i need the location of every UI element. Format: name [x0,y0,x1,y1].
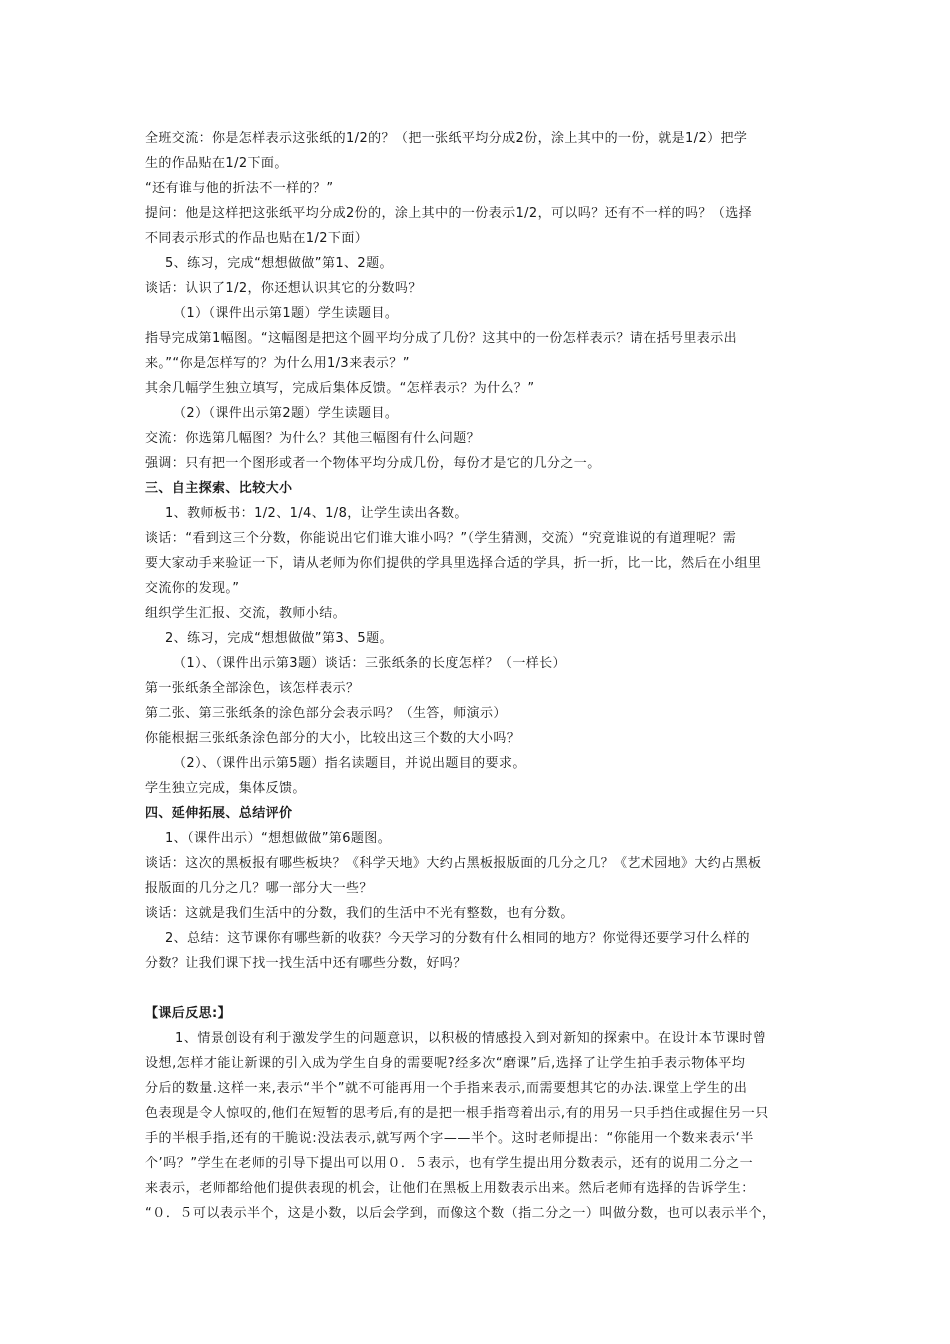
text-line: 生的作品贴在1/2下面。 [145,156,288,171]
text-line: 要大家动手来验证一下，请从老师为你们提供的学具里选择合适的学具，折一折，比一比，然后在小组里 [145,556,762,571]
text-line: 谈话：认识了1/2，你还想认识其它的分数吗？ [145,281,422,296]
text-line: 1、教师板书：1/2、1/4、1/8，让学生读出各数。 [165,506,468,521]
text-line: （2）（课件出示第2题）学生读题目。 [173,406,399,421]
reflection-title: 【课后反思:】 [145,1006,231,1021]
text-line: 分后的数量.这样一来,表示“半个”就不可能再用一个手指来表示,而需要想其它的办法.课堂上学生的出 [145,1081,748,1096]
lesson-body [145,126,810,976]
text-line: 手的半根手指,还有的干脆说:没法表示,就写两个字——半个。这时老师提出：“你能用一个数来表示‘半 [145,1131,754,1146]
text-line: （2）、（课件出示第5题）指名读题目，并说出题目的要求。 [173,756,526,771]
section-heading: 四、延伸拓展、总结评价 [145,806,293,821]
text-line: 谈话：“看到这三个分数，你能说出它们谁大谁小吗？”（学生猜测，交流）“究竟谁说的有道理呢？需 [145,531,737,546]
text-line: 设想,怎样才能让新课的引入成为学生自身的需要呢?经多次“磨课”后,选择了让学生拍手表示物体平均 [145,1056,746,1071]
text-line: 来表示，老师都给他们提供表现的机会，让他们在黑板上用数表示出来。然后老师有选择的告诉学生： [145,1181,755,1196]
text-line: 2、练习，完成“想想做做”第3、5题。 [165,631,393,646]
text-line: 谈话：这就是我们生活中的分数，我们的生活中不光有整数，也有分数。 [145,906,574,921]
text-line: 你能根据三张纸条涂色部分的大小，比较出这三个数的大小吗？ [145,731,521,746]
text-line: 5、练习，完成“想想做做”第1、2题。 [165,256,393,271]
text-line: 组织学生汇报、交流，教师小结。 [145,606,347,621]
text-line: （1）、（课件出示第3题）谈话：三张纸条的长度怎样？（一样长） [173,656,566,671]
text-line: “还有谁与他的折法不一样的？” [145,181,334,196]
text-line: 2、总结：这节课你有哪些新的收获？今天学习的分数有什么相同的地方？你觉得还要学习什么样的 [165,931,750,946]
section-gap [145,976,810,1001]
text-line: 1、情景创设有利于激发学生的问题意识，以积极的情感投入到对新知的探索中。在设计本节课时曾 [175,1031,767,1046]
text-line: 学生独立完成，集体反馈。 [145,781,306,796]
text-line: 谈话：这次的黑板报有哪些板块？《科学天地》大约占黑板报版面的几分之几？《艺术园地》大约占黑板 [145,856,762,871]
reflection-body [145,1026,810,1226]
text-line: 交流：你选第几幅图？为什么？其他三幅图有什么问题？ [145,431,481,446]
text-line: （1）（课件出示第1题）学生读题目。 [173,306,399,321]
text-line: 分数？让我们课下找一找生活中还有哪些分数，好吗？ [145,956,467,971]
text-line: 全班交流：你是怎样表示这张纸的1/2的？（把一张纸平均分成2份，涂上其中的一份，就是1/2）把学 [145,131,748,146]
text-line: 提问：他是这样把这张纸平均分成2份的，涂上其中的一份表示1/2，可以吗？还有不一样的吗？（选择 [145,206,752,221]
text-line: 交流你的发现。” [145,581,240,596]
text-line: 个’吗？”学生在老师的引导下提出可以用０．５表示，也有学生提出用分数表示，还有的说用二分之一 [145,1156,754,1171]
text-line: 来。”“你是怎样写的？为什么用1/3来表示？” [145,356,410,371]
text-line: 指导完成第1幅图。“这幅图是把这个圆平均分成了几份？这其中的一份怎样表示？请在括号里表示出 [145,331,738,346]
text-line: 1、（课件出示）“想想做做”第6题图。 [165,831,392,846]
text-line: 第一张纸条全部涂色，该怎样表示？ [145,681,360,696]
text-line: 不同表示形式的作品也贴在1/2下面） [145,231,369,246]
text-line: 报版面的几分之几？哪一部分大一些？ [145,881,373,896]
text-line: “０．５可以表示半个，这是小数，以后会学到，而像这个数（指二分之一）叫做分数，也可以表示半个， [145,1206,776,1221]
text-line: 第二张、第三张纸条的涂色部分会表示吗？（生答，师演示） [145,706,507,721]
text-line: 其余几幅学生独立填写，完成后集体反馈。“怎样表示？为什么？” [145,381,535,396]
section-heading: 三、自主探索、比较大小 [145,481,293,496]
text-line: 强调：只有把一个图形或者一个物体平均分成几份，每份才是它的几分之一。 [145,456,601,471]
document-page [145,126,810,1226]
text-line: 色表现是令人惊叹的,他们在短暂的思考后,有的是把一根手指弯着出示,有的用另一只手挡住或握住另一只 [145,1106,769,1121]
